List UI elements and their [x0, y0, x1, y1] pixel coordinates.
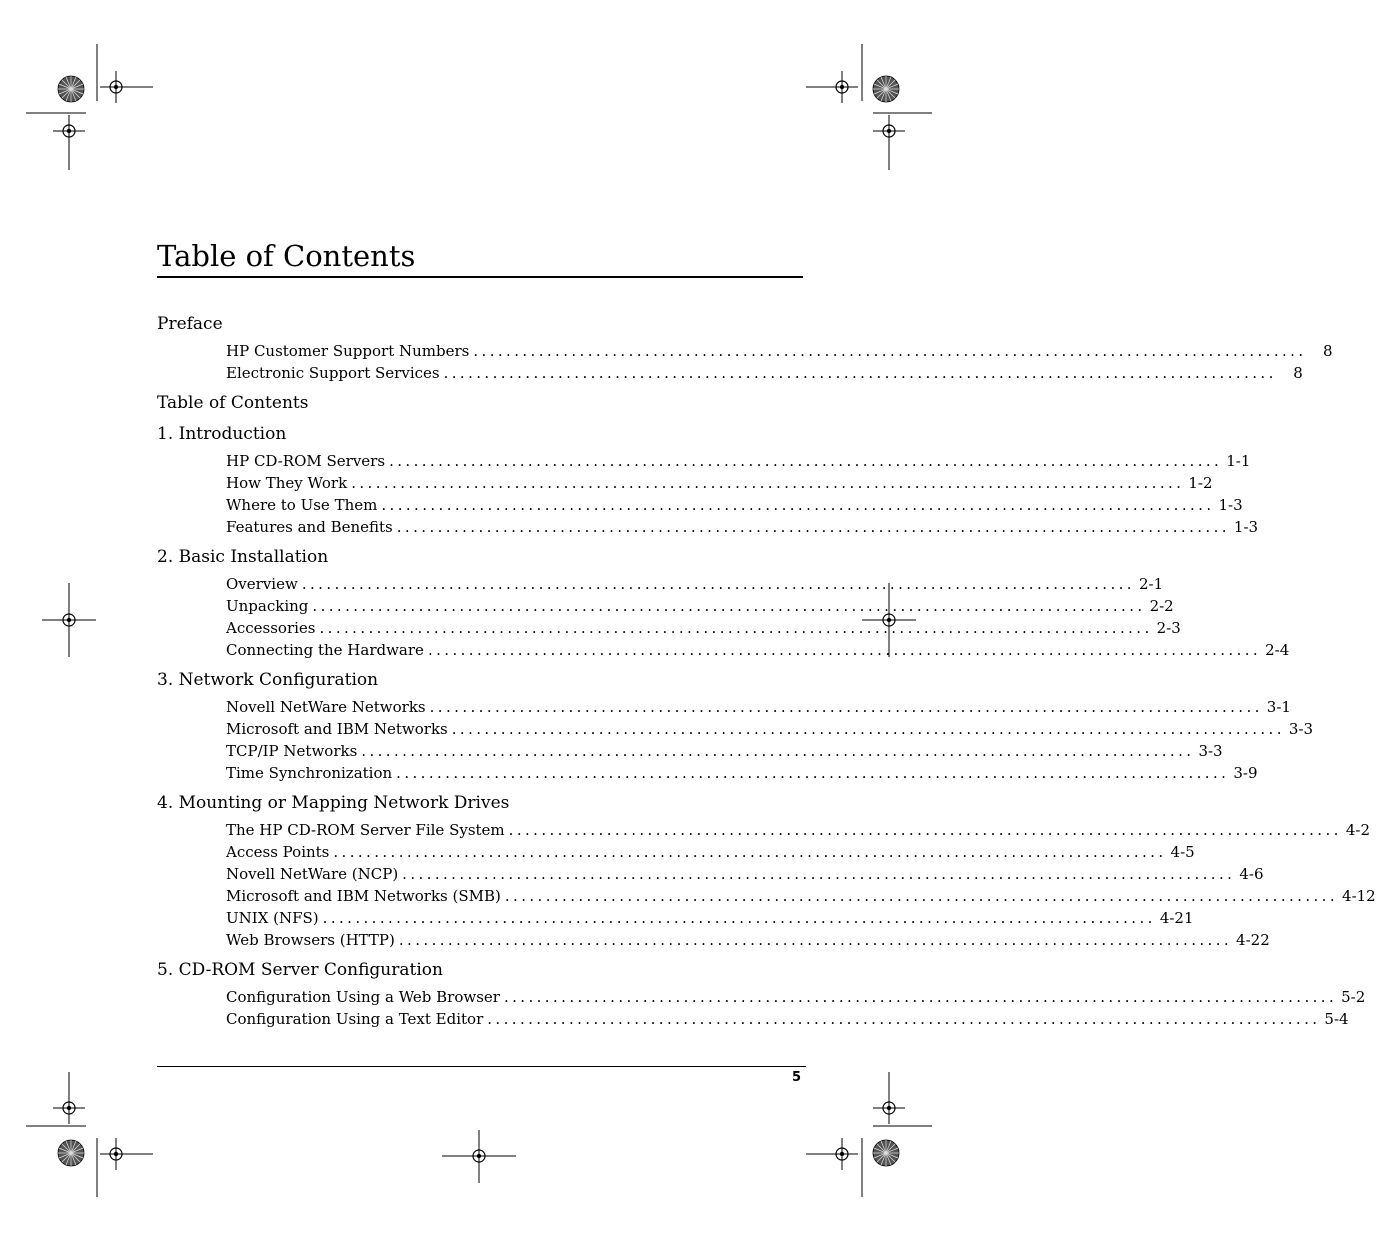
toc-entry[interactable] — [226, 494, 1243, 516]
toc-entry[interactable] — [226, 986, 1366, 1008]
footer-rule — [157, 1066, 806, 1067]
entry-title: Configuration Using a Text Editor — [226, 1010, 484, 1028]
section-entries — [226, 986, 1366, 1030]
entry-title: Configuration Using a Web Browser — [226, 988, 500, 1006]
dot-leader: ...................................................................................................... — [451, 720, 1285, 738]
entry-title: Microsoft and IBM Networks — [226, 720, 448, 738]
entry-page-number: 3-9 — [1233, 764, 1258, 782]
entry-title: Novell NetWare (NCP) — [226, 865, 399, 883]
entry-page-number: 3-3 — [1198, 742, 1223, 760]
section-entries — [226, 450, 1259, 538]
toc-section — [157, 545, 1290, 661]
entry-title: HP Customer Support Numbers — [226, 342, 470, 360]
dot-leader: ...................................................................................................... — [503, 988, 1338, 1006]
dot-leader: ...................................................................................................... — [333, 843, 1167, 861]
section-heading[interactable]: 5. CD-ROM Server Configuration — [157, 960, 443, 980]
dot-leader: ...................................................................................................... — [443, 364, 1277, 382]
section-heading[interactable]: 3. Network Configuration — [157, 670, 379, 690]
entry-page-number: 4-6 — [1239, 865, 1264, 883]
section-heading[interactable]: Preface — [157, 314, 223, 334]
entry-page-number: 2-1 — [1138, 575, 1164, 593]
entry-page-number: 4-5 — [1170, 843, 1195, 861]
entry-title: TCP/IP Networks — [226, 742, 358, 760]
entry-title: Connecting the Hardware — [226, 641, 424, 659]
entry-title: Access Points — [226, 843, 330, 861]
entry-page-number: 8 — [1322, 342, 1333, 360]
toc-entry[interactable] — [226, 841, 1195, 863]
entry-page-number: 8 — [1293, 364, 1303, 382]
crop-marks-bottom-right — [806, 1072, 932, 1197]
entry-page-number: 4-2 — [1345, 821, 1370, 839]
section-entries — [226, 573, 1290, 661]
entry-title: HP CD-ROM Servers — [226, 452, 386, 470]
dot-leader: ...................................................................................................... — [351, 474, 1185, 492]
entry-title: Overview — [226, 575, 298, 593]
entry-page-number: 5-4 — [1324, 1010, 1349, 1028]
page-number: 5 — [791, 1070, 801, 1085]
dot-leader: ...................................................................................................... — [312, 597, 1146, 615]
dot-leader: ...................................................................................................... — [301, 575, 1135, 593]
dot-leader: ...................................................................................................... — [322, 909, 1156, 927]
crop-marks-top-right — [806, 44, 932, 170]
toc-entry[interactable] — [226, 907, 1194, 929]
toc-entry[interactable] — [226, 1008, 1349, 1030]
entry-title: How They Work — [226, 474, 348, 492]
toc-entry[interactable] — [226, 362, 1303, 384]
section-heading[interactable]: 1. Introduction — [157, 424, 287, 444]
section-heading[interactable]: 2. Basic Installation — [157, 547, 329, 567]
entry-title: Where to Use Them — [226, 496, 378, 514]
entry-title: Accessories — [226, 619, 316, 637]
entry-title: The HP CD-ROM Server File System — [226, 821, 505, 839]
toc-entry[interactable] — [226, 819, 1370, 841]
entry-page-number: 2-3 — [1156, 619, 1181, 637]
toc-entry[interactable] — [226, 340, 1333, 362]
entry-title: Electronic Support Services — [226, 364, 440, 382]
dot-leader: ...................................................................................................... — [429, 698, 1263, 716]
toc-entry[interactable] — [226, 639, 1290, 661]
entry-title: UNIX (NFS) — [226, 909, 319, 927]
section-entries — [226, 696, 1314, 784]
dot-leader: ...................................................................................................... — [427, 641, 1262, 659]
toc-section — [157, 958, 1366, 1030]
dot-leader: ...................................................................................................... — [381, 496, 1215, 514]
dot-leader: ...................................................................................................... — [402, 865, 1236, 883]
entry-page-number: 1-1 — [1226, 452, 1251, 470]
entry-page-number: 3-3 — [1288, 720, 1314, 738]
entry-title: Web Browsers (HTTP) — [226, 931, 395, 949]
crop-marks-middle-left — [42, 583, 96, 657]
toc-entry[interactable] — [226, 740, 1223, 762]
entry-page-number: 3-1 — [1266, 698, 1291, 716]
crop-marks-bottom-left — [26, 1072, 153, 1197]
dot-leader: ...................................................................................................... — [396, 764, 1230, 782]
entry-page-number: 4-22 — [1236, 931, 1270, 949]
toc-entry[interactable] — [226, 573, 1164, 595]
entry-page-number: 1-3 — [1233, 518, 1259, 536]
title-rule — [157, 276, 803, 278]
dot-leader: ...................................................................................................... — [487, 1010, 1321, 1028]
entry-page-number: 1-3 — [1218, 496, 1243, 514]
entry-page-number: 5-2 — [1341, 988, 1366, 1006]
toc-section — [157, 312, 1333, 384]
entry-title: Novell NetWare Networks — [226, 698, 426, 716]
entry-page-number: 4-21 — [1159, 909, 1194, 927]
toc-entry[interactable] — [226, 450, 1251, 472]
dot-leader: ...................................................................................................... — [389, 452, 1223, 470]
section-heading[interactable]: 4. Mounting or Mapping Network Drives — [157, 793, 510, 813]
entry-page-number: 2-4 — [1265, 641, 1290, 659]
dot-leader: ...................................................................................................... — [508, 821, 1342, 839]
toc-section — [157, 391, 800, 415]
toc-section — [157, 791, 1376, 951]
entry-title: Unpacking — [226, 597, 309, 615]
page-title: Table of Contents — [157, 239, 416, 273]
section-entries — [226, 340, 1333, 384]
crop-marks-bottom-center — [442, 1130, 516, 1183]
crop-marks-top-left — [26, 44, 153, 170]
toc-entry[interactable] — [226, 516, 1259, 538]
entry-page-number: 2-2 — [1149, 597, 1174, 615]
toc-entry[interactable] — [226, 762, 1258, 784]
toc-entry[interactable] — [226, 595, 1174, 617]
entry-title: Time Synchronization — [226, 764, 393, 782]
toc-entry[interactable] — [226, 718, 1314, 740]
table-of-contents — [157, 312, 1376, 1037]
toc-entry[interactable] — [226, 885, 1376, 907]
entry-title: Features and Benefits — [226, 518, 393, 536]
entry-page-number: 4-12 — [1342, 887, 1376, 905]
toc-entry[interactable] — [226, 929, 1270, 951]
dot-leader: ...................................................................................................... — [319, 619, 1153, 637]
dot-leader: ...................................................................................................... — [398, 931, 1233, 949]
toc-entry[interactable] — [226, 472, 1213, 494]
toc-entry[interactable] — [226, 696, 1291, 718]
section-heading[interactable]: Table of Contents — [157, 393, 309, 413]
toc-section — [157, 422, 1259, 538]
dot-leader: ...................................................................................................... — [504, 887, 1339, 905]
section-entries — [226, 819, 1376, 951]
dot-leader: ...................................................................................................... — [361, 742, 1195, 760]
toc-entry[interactable] — [226, 617, 1181, 639]
dot-leader: ...................................................................................................... — [473, 342, 1307, 360]
dot-leader: ...................................................................................................... — [396, 518, 1230, 536]
toc-entry[interactable] — [226, 863, 1264, 885]
toc-section — [157, 668, 1314, 784]
entry-title: Microsoft and IBM Networks (SMB) — [226, 887, 501, 905]
entry-page-number: 1-2 — [1188, 474, 1213, 492]
